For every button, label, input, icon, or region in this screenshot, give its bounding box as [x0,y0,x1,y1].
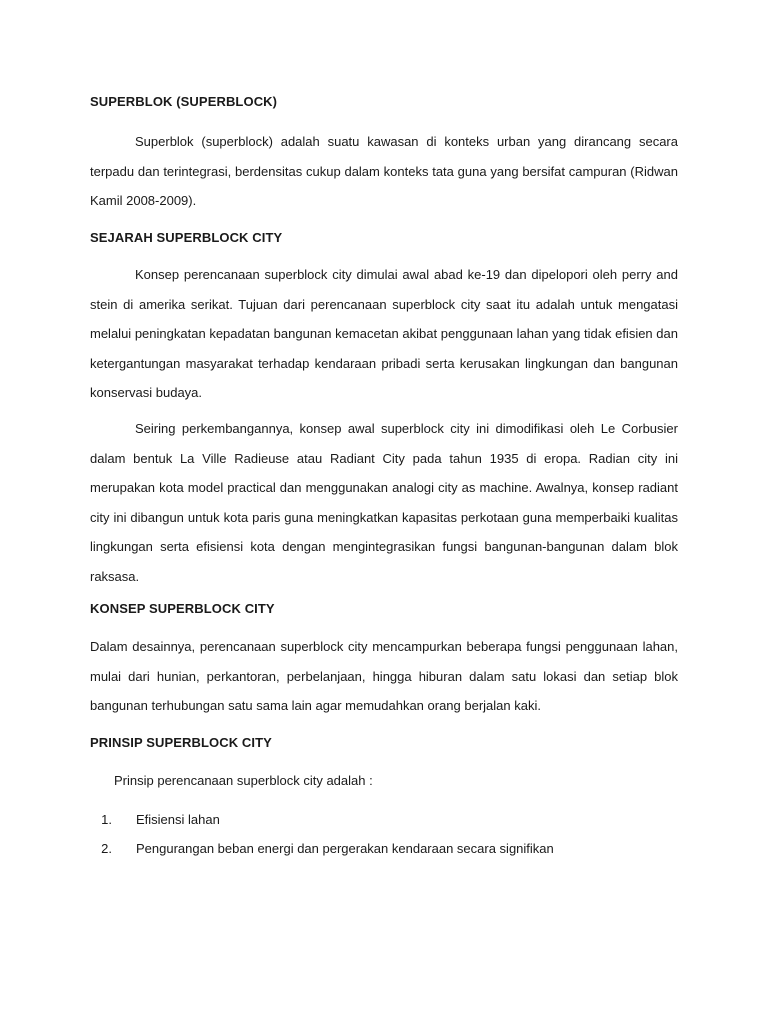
list-item-text: Efisiensi lahan [136,812,220,827]
paragraph-superblok-definition: Superblok (superblock) adalah suatu kawasan di konteks urban yang dirancang secara terpadu dan terintegrasi, berdensitas cukup dalam konteks tata guna yang bersifat campuran (Ridwan Kamil 2008-2009). [90,134,678,208]
section-heading-sejarah: SEJARAH SUPERBLOCK CITY [90,230,283,245]
prinsip-list [90,811,554,869]
prinsip-intro: Prinsip perencanaan superblock city adalah : [114,773,373,788]
list-item-number: 2. [101,841,112,856]
list-item [90,811,554,840]
section-heading-konsep: KONSEP SUPERBLOCK CITY [90,601,275,616]
paragraph-konsep: Dalam desainnya, perencanaan superblock city mencampurkan beberapa fungsi penggunaan lahan, mulai dari hunian, perkantoran, perbelanjaan, hingga hiburan dalam satu lokasi dan setiap blok bangunan terhubungan satu sama lain agar memudahkan orang berjalan kaki. [90,639,678,713]
section-heading-superblok: SUPERBLOK (SUPERBLOCK) [90,94,278,109]
list-item-text: Pengurangan beban energi dan pergerakan kendaraan secara signifikan [136,841,554,856]
paragraph-sejarah-2: Seiring perkembangannya, konsep awal superblock city ini dimodifikasi oleh Le Corbusier dalam bentuk La Ville Radieuse atau Radiant City pada tahun 1935 di eropa. Radian city ini merupakan kota model practical dan menggunakan analogi city as machine. Awalnya, konsep radiant city ini dibangun untuk kota paris guna meningkatkan kapasitas perkotaan guna memperbaiki kualitas lingkungan serta efisiensi kota dengan mengintegrasikan fungsi bangunan-bangunan dalam blok raksasa. [90,421,678,584]
section-heading-prinsip: PRINSIP SUPERBLOCK CITY [90,735,272,750]
list-item [90,840,554,869]
paragraph-sejarah-1: Konsep perencanaan superblock city dimulai awal abad ke-19 dan dipelopori oleh perry and stein di amerika serikat. Tujuan dari perencanaan superblock city saat itu adalah untuk mengatasi melalui peningkatan kepadatan bangunan kemacetan akibat penggunaan lahan yang tidak efisien dan ketergantungan masyarakat terhadap kendaraan pribadi serta kerusakan lingkungan dan bangunan konservasi budaya. [90,267,678,400]
list-item-number: 1. [101,812,112,827]
